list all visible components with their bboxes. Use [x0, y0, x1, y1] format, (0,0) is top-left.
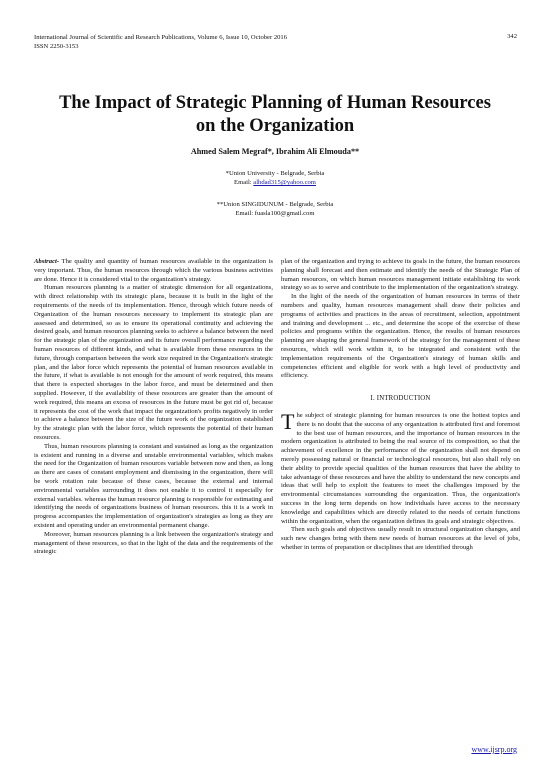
title-line-1: The Impact of Strategic Planning of Human Resources	[59, 93, 491, 113]
title-line-2: on the Organization	[195, 116, 355, 136]
left-paragraph: Thus, human resources planning is constant and sustained as long as the organization is existent and running in a diverse and unstable environmental variables, which makes the need for the Organization of human resources variable between now and then, as long as there are cases of constant employment and dismissing in the organization, there will be work rotation rate because of these cases, because the external and internal environmental variables surrounding it does not enable it to control it especially for external variables. whereas the human resource planning is responsible for estimating and identifying the needs of organizations business of human resources. this it is a work in progress accompanies the implementation of organization's strategies as long as they are existent and operating under an environmental permanent change.	[34, 442, 273, 529]
left-paragraph: Moreover, human resources planning is a link between the organization's strategy and management of these resources, so that in the light of the data and the requirements of the strategic	[34, 530, 273, 556]
right-paragraph: plan of the organization and trying to achieve its goals in the future, the human resources planning shall forecast and then estimate and identify the needs of the Strategic Plan of human resources, on which human resources management initiate establishing its work strategy so as to serve and contribute to the implementation of the organization's strategy.	[281, 258, 520, 292]
intro-text: he subject of strategic planning for human resources is one the hottest topics and there is no doubt that the success of any organization is attributed first and foremost to the best use of human resources, and the importance of human resources in the modern organization is attributed to being the real source of its composition, so that the achievement of excellence in the performance of the organization shall not depend on merely possessing natural or financial or technological resources, but also shall rely on their ability to provide special qualities of the human resources that have the ability to take advantage of these resources and have the ability to understand the new concepts and ideas that will help to exploit the features to meet the challenges imposed by the environmental circumstances surrounding the organization. Thus, the organization's success in the long term depends on how individuals have access to the necessary knowledge and capabilities which are directly related to the needs of certain functions within the organization, when the organization defines its goals and strategic objectives.	[281, 411, 520, 525]
journal-name: International Journal of Scientific and Research Publications, Volume 6, Issue 10, October 2016	[34, 34, 288, 41]
right-column	[281, 258, 520, 553]
section-heading: I. INTRODUCTION	[370, 395, 431, 403]
left-column	[34, 258, 273, 557]
right-paragraph: In the light of the needs of the organization of human resources in terms of their numbers and quality, human resources management shall draw their policies and programs of activities and practices in the areas of recruitment, selection, appointment and training and development ... etc., and determine the scope of the exercise of these policies and programs within the organization. Hence, the results of human resources planning are shaping the general framework of the strategy for the management of these resources, which will work within it, to be integrated and consistent with the implementation requirements of the Organization's strategy of human skills and competencies efficient and eligible for work with a high level of productivity and efficiency.	[281, 293, 520, 380]
affiliation-2-email: Email: fuasla100@gmail.com	[235, 210, 315, 217]
abstract-text: The quality and quantity of human resources available in the organization is very important. Thus, the human resources through which the various business activities are done. Hence it is considered vital to the organization's strategy.	[34, 258, 273, 283]
running-header	[34, 33, 287, 51]
issn: ISSN 2250-3153	[34, 43, 79, 50]
affiliation-2	[0, 200, 550, 218]
page-number: 342	[507, 33, 517, 40]
left-paragraph: Human resources planning is a matter of strategic dimension for all organizations, with direct relationship with its strategic plans, because it is built in the light of the requirements of the needs of its implementation. Hence, through which future needs of Organization of the human resources necessary to implement its strategic plan are assessed and determined, so as to ensure its operational continuity and achieving the desired goals, and human resources planning seeks to achieve a balance between the need for the strategic plan of the organization and its future overall performance regarding the human resources of different kinds, and what is available from these resources in the future, through comparison between the work size required in the Organization's strategic plan, and the labor force which represents the potential of human resources available in the future, if what is available is not enough for the amount of work required, this means that there is expected shortages in the labor force, and must be determined and then supplied. However, if the availability of these resources are greater than the amount of work required, this means an excess of resources in the future must be got rid of, because it represents the cost of the work that impact the organization's profits negatively in order to achieve a balance between the size of the future work of the organization established by the strategic plan with the labor force, which represents the potential of their human resources.	[34, 284, 273, 441]
affiliation-1-inst: *Union University - Belgrade, Serbia	[225, 170, 325, 177]
email-link[interactable]: alhdad315@yahoo.com	[253, 179, 316, 186]
abstract	[34, 258, 273, 284]
paper-title	[0, 92, 550, 138]
affiliation-1	[0, 169, 550, 187]
drop-cap: T	[281, 408, 295, 434]
affiliation-2-inst: **Union SINGIDUNUM - Belgrade, Serbia	[216, 201, 334, 208]
affiliation-1-email-line	[0, 178, 550, 187]
footer-link[interactable]: www.ijsrp.org	[471, 745, 517, 754]
intro-paragraph-2: Then such goals and objectives usually result in structural organization changes, and such new changes bring with them new needs of human resources at the level of jobs, whether in terms of preparation or disciplines that are identified through	[281, 526, 520, 551]
intro-paragraph	[281, 408, 520, 526]
email-label: Email:	[234, 179, 254, 186]
abstract-label: Abstract-	[34, 258, 60, 265]
authors: Ahmed Salem Megraf*, Ibrahim Ali Elmouda**	[190, 147, 360, 156]
